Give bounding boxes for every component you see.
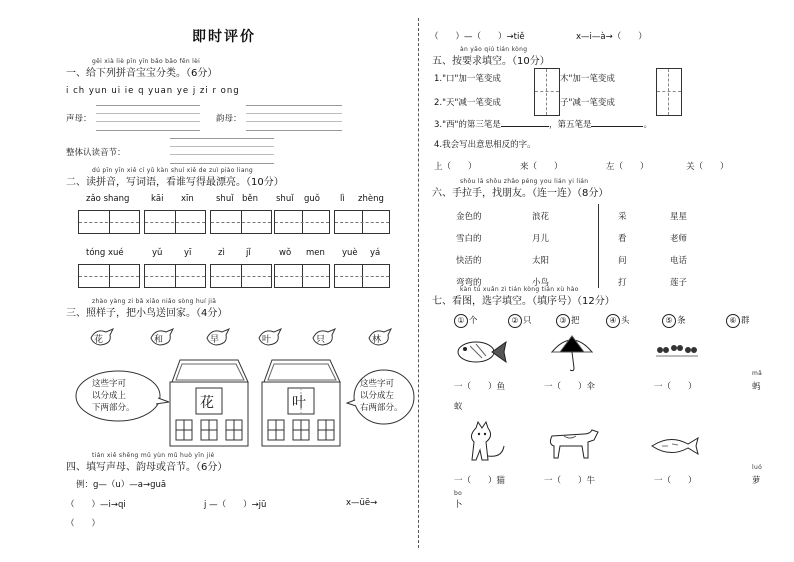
- choice-word: 个: [469, 316, 478, 326]
- s5-q2b: 子"减一笔变成: [560, 98, 615, 108]
- opposite-3[interactable]: 左（ ）: [606, 162, 649, 172]
- measure-umbrella[interactable]: 一（ ）伞: [544, 382, 596, 392]
- ant-pinyin: mǎ: [752, 370, 763, 377]
- s2-heading: 二、读拼音，写词语，看谁写得最漂亮。（10分）: [66, 177, 284, 188]
- s4-row1-mid: j —（ ）→jū: [204, 500, 267, 510]
- s4-heading: 四、填写声母、韵母或音节。（6分）: [66, 462, 228, 473]
- match-item[interactable]: 问: [618, 256, 627, 266]
- choice-number: ③: [556, 314, 570, 328]
- s2-py-17: yuè: [342, 248, 358, 258]
- match-item[interactable]: 星星: [670, 212, 688, 222]
- bird-card[interactable]: [310, 324, 338, 348]
- s2-py-3: xīn: [181, 194, 194, 204]
- s2-py-11: yǔ: [152, 248, 163, 258]
- s7-heading: 七、看图，选字填空。（填序号）（12分）: [432, 296, 615, 307]
- choice-5: [662, 314, 686, 328]
- match-item[interactable]: 金色的: [456, 212, 482, 222]
- bird-char: 林: [372, 335, 382, 345]
- radish-pinyin-2: bo: [454, 490, 463, 497]
- page-divider: [418, 18, 419, 548]
- s3-pinyin: zhào yàng zi bǎ xiǎo niǎo sòng huí jiā: [92, 298, 217, 305]
- s6-heading: 六、手拉手，找朋友。（连一连）（8分）: [432, 188, 609, 199]
- s4-pinyin: tián xiě shēng mǔ yùn mǔ huò yīn jié: [92, 452, 215, 459]
- tianzige-box[interactable]: [144, 264, 206, 288]
- s2-py-10: tóng xué: [86, 248, 124, 258]
- choice-word: 条: [677, 316, 686, 326]
- s2-py-9: zhèng: [358, 194, 384, 204]
- s5-q2a: 2."天"减一笔变成: [434, 98, 501, 108]
- zhengti-writing-lines[interactable]: [170, 138, 274, 164]
- choice-3: [556, 314, 580, 328]
- choice-word: 群: [741, 316, 750, 326]
- answer-box[interactable]: [656, 68, 682, 116]
- s2-py-5: běn: [242, 194, 259, 204]
- s3-heading: 三、照样子，把小鸟送回家。（4分）: [66, 308, 228, 319]
- yunmu-writing-lines[interactable]: [246, 105, 342, 131]
- match-item[interactable]: 月儿: [532, 234, 550, 244]
- match-item[interactable]: 老师: [670, 234, 688, 244]
- shengmu-writing-lines[interactable]: [96, 105, 200, 131]
- s4-row2[interactable]: （ ）: [66, 519, 101, 529]
- bird-char: 花: [94, 335, 104, 345]
- s2-py-1: zǎo shang: [86, 194, 130, 204]
- bird-char: 和: [154, 335, 164, 345]
- cow-icon: [544, 424, 600, 464]
- match-item[interactable]: 莲子: [670, 278, 688, 288]
- ants-icon: [654, 338, 700, 362]
- tianzige-box[interactable]: [334, 264, 390, 288]
- s4-example: 例：g—（u）—a→guā: [76, 480, 167, 490]
- cat-icon: [466, 420, 510, 466]
- s4-row1-start: （ ）—i→qi: [66, 500, 126, 510]
- fish-icon: [454, 336, 508, 368]
- bird-card[interactable]: [88, 324, 116, 348]
- measure-cow[interactable]: 一（ ）牛: [544, 476, 596, 486]
- stroke-answer-line[interactable]: [501, 126, 549, 127]
- match-item[interactable]: 电话: [670, 256, 688, 266]
- bubble-line: 这些字可: [360, 379, 395, 389]
- bubble-line: 这些字可: [92, 379, 127, 389]
- match-item[interactable]: 采: [618, 212, 627, 222]
- right-bubble-text: [360, 378, 403, 414]
- match-item[interactable]: 快活的: [456, 256, 482, 266]
- s4-row3-right[interactable]: x—i—à→（ ）: [576, 32, 647, 42]
- yunmu-label: 韵母：: [216, 114, 242, 124]
- opposite-2[interactable]: 来（ ）: [520, 162, 563, 172]
- s2-py-7: guǒ: [304, 194, 320, 204]
- choice-word: 只: [523, 316, 532, 326]
- bird-char: 叶: [262, 335, 272, 345]
- match-col-1: [456, 206, 482, 294]
- house-left-char: 花: [200, 395, 214, 411]
- choice-1: [454, 314, 478, 328]
- match-item[interactable]: 雪白的: [456, 234, 482, 244]
- choice-number: ②: [508, 314, 522, 328]
- choice-number: ④: [606, 314, 620, 328]
- s4-row1-end: x—üē→: [346, 498, 378, 508]
- measure-ant[interactable]: 一（ ）: [654, 382, 697, 392]
- tianzige-box[interactable]: [210, 264, 272, 288]
- choice-2: [508, 314, 532, 328]
- s5-q3: [434, 118, 652, 130]
- match-item[interactable]: 小鸟: [532, 278, 550, 288]
- choice-number: ⑥: [726, 314, 740, 328]
- s4-r1c: i→qi: [108, 500, 126, 510]
- bird-card[interactable]: [256, 324, 284, 348]
- ant-char-2: 蚁: [454, 402, 463, 412]
- s2-pinyin: dú pīn yīn xiě cí yǔ kàn shuí xiě de zuì piào liang: [92, 167, 254, 174]
- s2-py-18: yá: [370, 248, 381, 258]
- left-bubble-text: [92, 378, 135, 414]
- s2-py-14: jǐ: [246, 248, 251, 258]
- choice-word: 把: [571, 316, 580, 326]
- radish-char-2: 卜: [454, 500, 463, 510]
- opposite-4[interactable]: 关（ ）: [686, 162, 729, 172]
- page-title: 即时评价: [192, 29, 256, 45]
- ant-char-1: 蚂: [752, 382, 761, 392]
- bubble-line: 以分成上: [92, 391, 127, 401]
- s5-q3-end: 。: [643, 120, 652, 130]
- shengmu-label: 声母：: [66, 114, 92, 124]
- answer-box[interactable]: [534, 68, 560, 116]
- choice-4: [606, 314, 630, 328]
- radish-char-1: 萝: [752, 476, 761, 486]
- s4-row3-left[interactable]: （ ）—（ ）→tiě: [430, 32, 525, 42]
- tianzige-box[interactable]: [144, 210, 206, 234]
- match-col-4: [670, 206, 687, 294]
- tianzige-box[interactable]: [78, 264, 140, 288]
- measure-cat[interactable]: 一（ ）猫: [454, 476, 506, 486]
- matching-divider: [598, 204, 599, 288]
- bubble-line: 右两部分。: [360, 403, 403, 413]
- s5-q1b: 木"加一笔变成: [560, 74, 615, 84]
- measure-radish[interactable]: 一（ ）: [654, 476, 697, 486]
- bird-card[interactable]: [366, 324, 394, 348]
- match-item[interactable]: 太阳: [532, 256, 550, 266]
- choice-number: ①: [454, 314, 468, 328]
- s1-heading: 一、给下列拼音宝宝分类。（6分）: [66, 68, 218, 79]
- s5-heading: 五、按要求填空。（10分）: [432, 56, 550, 67]
- radish-pinyin-1: luó: [752, 464, 763, 471]
- house-right-char: 叶: [292, 395, 306, 411]
- s2-py-12: yī: [184, 248, 192, 258]
- choice-word: 头: [621, 316, 630, 326]
- bird-char: 只: [316, 335, 326, 345]
- s2-py-16: men: [306, 248, 325, 258]
- measure-fish[interactable]: 一（ ）鱼: [454, 382, 506, 392]
- stroke-answer-line[interactable]: [591, 126, 643, 127]
- zhengti-label: 整体认读音节：: [66, 148, 126, 158]
- s5-q1a: 1."口"加一笔变成: [434, 74, 501, 84]
- s2-py-8: lì: [340, 194, 345, 204]
- umbrella-icon: [550, 332, 594, 372]
- opposite-1[interactable]: 上（ ）: [434, 162, 477, 172]
- s6-pinyin: shǒu lā shǒu zhǎo péng you lián yi lián: [460, 178, 589, 185]
- tianzige-box[interactable]: [334, 210, 390, 234]
- match-col-2: [532, 206, 549, 294]
- bird-char: 早: [210, 335, 220, 345]
- s5-q3-label: 3."西"的第三笔是: [434, 120, 501, 130]
- match-item[interactable]: 浪花: [532, 212, 550, 222]
- tianzige-box[interactable]: [78, 210, 140, 234]
- bird-card[interactable]: [148, 324, 176, 348]
- s1-letters: i ch yun ui ie q yuan ye j zi r ong: [66, 86, 240, 96]
- radish-icon: [650, 432, 700, 458]
- tianzige-box[interactable]: [274, 210, 330, 234]
- s7-pinyin: kàn tú xuǎn zì tián kòng tián xù hào: [460, 286, 579, 293]
- s5-q4: 4.我会写出意思相反的字。: [434, 140, 536, 150]
- bird-card[interactable]: [204, 324, 232, 348]
- tianzige-box[interactable]: [210, 210, 272, 234]
- match-item[interactable]: 看: [618, 234, 627, 244]
- s5-pinyin: àn yāo qiú tián kòng: [460, 46, 528, 53]
- s2-py-6: shuǐ: [276, 194, 294, 204]
- s2-py-13: zì: [218, 248, 225, 258]
- choice-number: ⑤: [662, 314, 676, 328]
- match-item[interactable]: 打: [618, 278, 627, 288]
- bubble-line: 下两部分。: [92, 403, 135, 413]
- s2-py-2: kāi: [151, 194, 164, 204]
- s1-pinyin: gěi xià liè pīn yīn bǎo bǎo fēn lèi: [92, 58, 201, 65]
- s2-py-4: shuǐ: [216, 194, 234, 204]
- match-col-3: [618, 206, 627, 294]
- s2-py-15: wǒ: [279, 248, 292, 258]
- s5-q3b-label: ，第五笔是: [548, 120, 592, 130]
- choice-6: [726, 314, 750, 328]
- tianzige-box[interactable]: [274, 264, 330, 288]
- match-item[interactable]: 弯弯的: [456, 278, 482, 288]
- bubble-line: 以分成左: [360, 391, 395, 401]
